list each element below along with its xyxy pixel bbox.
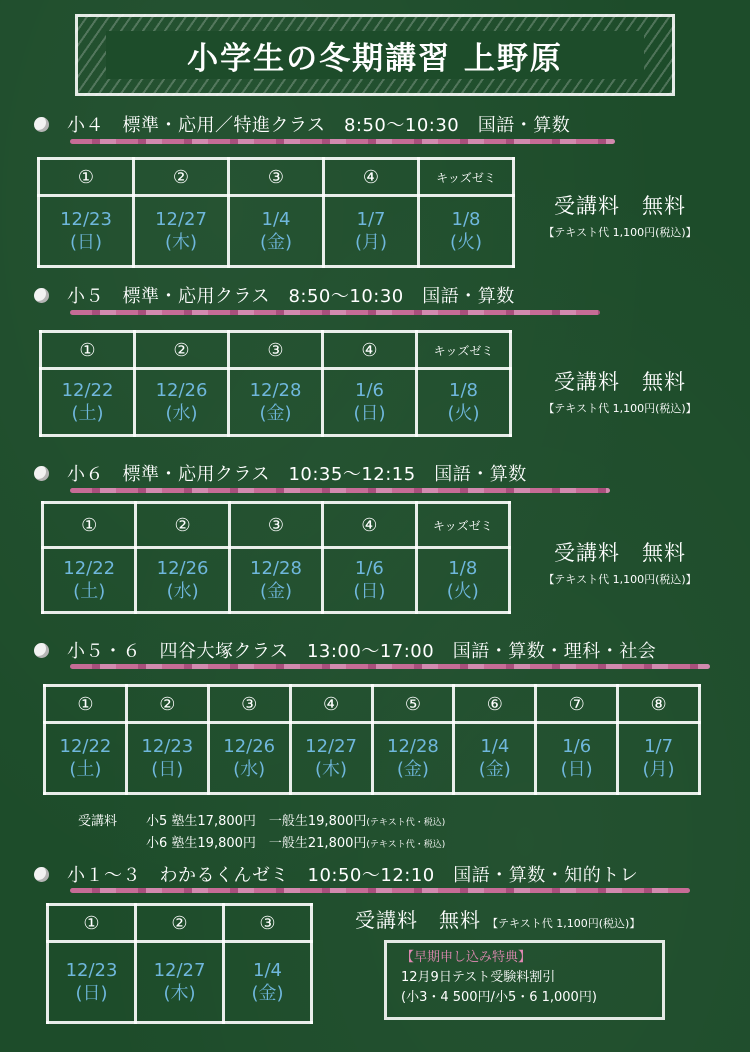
weekday-text: (金): [396, 759, 429, 780]
section-heading-text: 小６ 標準・応用クラス 10:35～12:15 国語・算数: [67, 464, 527, 485]
lesson-number: ④: [323, 332, 417, 369]
globe-bullet-icon: [34, 117, 49, 132]
weekday-text: (金): [251, 983, 284, 1004]
weekday-text: (日): [75, 983, 108, 1004]
weekday-text: (土): [73, 581, 106, 602]
weekday-text: (水): [166, 581, 199, 602]
weekday-text: (日): [560, 759, 593, 780]
chalk-underline: [70, 664, 710, 669]
section-heading-text: 小４ 標準・応用／特進クラス 8:50～10:30 国語・算数: [67, 115, 571, 136]
fee-block-g13: [355, 904, 640, 933]
fee-line-note: (テキスト代・税込): [366, 818, 446, 828]
weekday-text: (金): [259, 581, 292, 602]
fee-block-g4: [520, 190, 720, 240]
date-text: 12/27: [305, 736, 357, 757]
fee-block-g6: [520, 537, 720, 587]
section-heading-g5: [34, 280, 515, 310]
fee-line-text: 小5 塾生17,800円 一般生19,800円: [146, 814, 367, 829]
lesson-number: キッズゼミ: [419, 159, 514, 196]
date-text: 1/6: [355, 380, 384, 401]
date-text: 1/4: [253, 960, 282, 981]
lesson-number: ③: [208, 686, 290, 723]
date-cell: [419, 196, 514, 267]
weekday-text: (月): [642, 759, 675, 780]
lesson-number: ①: [39, 159, 134, 196]
globe-bullet-icon: [34, 466, 49, 481]
lesson-number: ②: [135, 332, 229, 369]
promo-line-1: 12月9日テスト受験料割引: [401, 970, 556, 985]
date-text: 1/7: [356, 209, 386, 230]
weekday-text: (水): [233, 759, 266, 780]
chalk-underline: [70, 139, 615, 144]
lesson-number: ①: [43, 503, 136, 548]
section-heading-g56: [34, 635, 656, 665]
lesson-number: ③: [229, 332, 323, 369]
lesson-number: ④: [323, 503, 416, 548]
globe-bullet-icon: [34, 643, 49, 658]
lesson-number: ①: [45, 686, 127, 723]
date-text: 1/8: [449, 380, 478, 401]
lesson-number: キッズゼミ: [417, 332, 511, 369]
date-text: 12/23: [65, 960, 118, 981]
date-cell: [134, 196, 229, 267]
date-cell: [229, 548, 322, 613]
lesson-number: ②: [126, 686, 208, 723]
weekday-text: (日): [69, 232, 103, 253]
lesson-number: ②: [136, 503, 229, 548]
fee-line-note: (テキスト代・税込): [366, 840, 446, 850]
section-heading-text: 小５ 標準・応用クラス 8:50～10:30 国語・算数: [67, 286, 515, 307]
lesson-number: ④: [290, 686, 372, 723]
weekday-text: (金): [259, 232, 293, 253]
lesson-number: キッズゼミ: [416, 503, 509, 548]
date-cell: [229, 369, 323, 436]
date-cell: [454, 723, 536, 794]
lesson-number: ③: [224, 905, 312, 942]
date-cell: [136, 548, 229, 613]
chalk-underline: [70, 488, 610, 493]
chalk-underline: [70, 310, 600, 315]
schedule-table-g5: [39, 330, 512, 437]
table-header-row: [39, 159, 514, 196]
fee-label: 受講料: [78, 814, 118, 829]
date-text: 12/27: [153, 960, 206, 981]
date-text: 12/23: [141, 736, 194, 757]
weekday-text: (木): [315, 759, 348, 780]
date-cell: [126, 723, 208, 794]
date-text: 1/6: [354, 558, 384, 579]
date-cell: [417, 369, 511, 436]
date-cell: [416, 548, 509, 613]
fee-main: 受講料 無料: [554, 370, 686, 394]
table-date-row: [45, 723, 700, 794]
fee-text-note: 【テキスト代 1,100円(税込)】: [543, 573, 697, 586]
date-cell: [372, 723, 454, 794]
date-text: 12/22: [63, 558, 116, 579]
schedule-table-g6: [41, 501, 511, 614]
fee-line-text: 小6 塾生19,800円 一般生21,800円: [146, 836, 367, 851]
weekday-text: (木): [164, 232, 198, 253]
date-text: 12/28: [249, 380, 302, 401]
fee-main: 受講料 無料: [554, 194, 686, 218]
page-title: 小学生の冬期講習 上野原: [106, 31, 644, 79]
date-text: 12/26: [155, 380, 208, 401]
schedule-table-g4: [37, 157, 515, 268]
fee-main: 受講料 無料: [554, 541, 686, 565]
section-heading-g4: [34, 109, 570, 139]
lesson-number: ②: [136, 905, 224, 942]
table-header-row: [41, 332, 511, 369]
section-heading-g6: [34, 458, 527, 488]
date-cell: [290, 723, 372, 794]
date-text: 12/27: [155, 209, 207, 230]
lesson-number: ⑤: [372, 686, 454, 723]
date-cell: [229, 196, 324, 267]
table-header-row: [48, 905, 312, 942]
date-cell: [41, 369, 135, 436]
lesson-number: ②: [134, 159, 229, 196]
date-cell: [135, 369, 229, 436]
date-cell: [323, 548, 416, 613]
date-cell: [324, 196, 419, 267]
date-cell: [45, 723, 127, 794]
section-heading-g13: [34, 859, 638, 889]
section-heading-text: 小５・６ 四谷大塚クラス 13:00～17:00 国語・算数・理科・社会: [67, 641, 657, 662]
date-text: 12/23: [60, 209, 112, 230]
title-frame: [75, 14, 675, 96]
table-date-row: [48, 942, 312, 1023]
table-header-row: [45, 686, 700, 723]
table-date-row: [41, 369, 511, 436]
date-cell: [43, 548, 136, 613]
fee-text-note: 【テキスト代 1,100円(税込)】: [543, 402, 697, 415]
table-header-row: [43, 503, 510, 548]
lesson-number: ⑥: [454, 686, 536, 723]
lesson-number: ③: [229, 159, 324, 196]
date-cell: [224, 942, 312, 1023]
section-heading-text: 小１～３ わかるくんゼミ 10:50～12:10 国語・算数・知的トレ: [67, 865, 639, 886]
lesson-number: ④: [324, 159, 419, 196]
date-text: 1/6: [562, 736, 592, 757]
date-text: 12/22: [59, 736, 112, 757]
weekday-text: (土): [69, 759, 102, 780]
lesson-number: ③: [229, 503, 322, 548]
date-cell: [618, 723, 700, 794]
chalk-underline: [70, 888, 690, 893]
table-date-row: [39, 196, 514, 267]
globe-bullet-icon: [34, 288, 49, 303]
lesson-number: ①: [48, 905, 136, 942]
date-cell: [48, 942, 136, 1023]
weekday-text: (火): [447, 403, 480, 424]
promo-title: 【早期申し込み特典】: [401, 950, 532, 965]
weekday-text: (日): [353, 403, 386, 424]
promo-line-2: (小3・4 500円/小5・6 1,000円): [401, 990, 597, 1005]
weekday-text: (月): [354, 232, 388, 253]
fee-line-g6: [146, 832, 445, 851]
date-text: 1/8: [448, 558, 478, 579]
date-cell: [208, 723, 290, 794]
weekday-text: (日): [353, 581, 386, 602]
fee-block-g5: [520, 366, 720, 416]
fee-text-note: 【テキスト代 1,100円(税込)】: [487, 917, 641, 930]
fee-main: 受講料 無料: [355, 908, 481, 932]
weekday-text: (火): [449, 232, 483, 253]
date-text: 1/7: [644, 736, 674, 757]
table-date-row: [43, 548, 510, 613]
lesson-number: ⑧: [618, 686, 700, 723]
date-text: 12/26: [156, 558, 209, 579]
date-text: 1/4: [261, 209, 291, 230]
lesson-number: ①: [41, 332, 135, 369]
weekday-text: (金): [259, 403, 292, 424]
date-cell: [323, 369, 417, 436]
globe-bullet-icon: [34, 867, 49, 882]
date-text: 12/28: [250, 558, 302, 579]
fee-text-note: 【テキスト代 1,100円(税込)】: [543, 226, 697, 239]
date-text: 12/26: [223, 736, 276, 757]
date-cell: [39, 196, 134, 267]
early-bird-promo-box: [384, 940, 665, 1020]
weekday-text: (水): [165, 403, 198, 424]
date-cell: [536, 723, 618, 794]
lesson-number: ⑦: [536, 686, 618, 723]
weekday-text: (金): [478, 759, 511, 780]
weekday-text: (火): [446, 581, 479, 602]
date-cell: [136, 942, 224, 1023]
weekday-text: (土): [71, 403, 104, 424]
date-text: 1/8: [451, 209, 481, 230]
schedule-table-g56: [43, 684, 701, 795]
date-text: 12/22: [61, 380, 114, 401]
weekday-text: (日): [151, 759, 184, 780]
date-text: 1/4: [480, 736, 510, 757]
schedule-table-g13: [46, 903, 313, 1024]
weekday-text: (木): [163, 983, 196, 1004]
fee-line-g5: [146, 810, 445, 829]
date-text: 12/28: [387, 736, 439, 757]
